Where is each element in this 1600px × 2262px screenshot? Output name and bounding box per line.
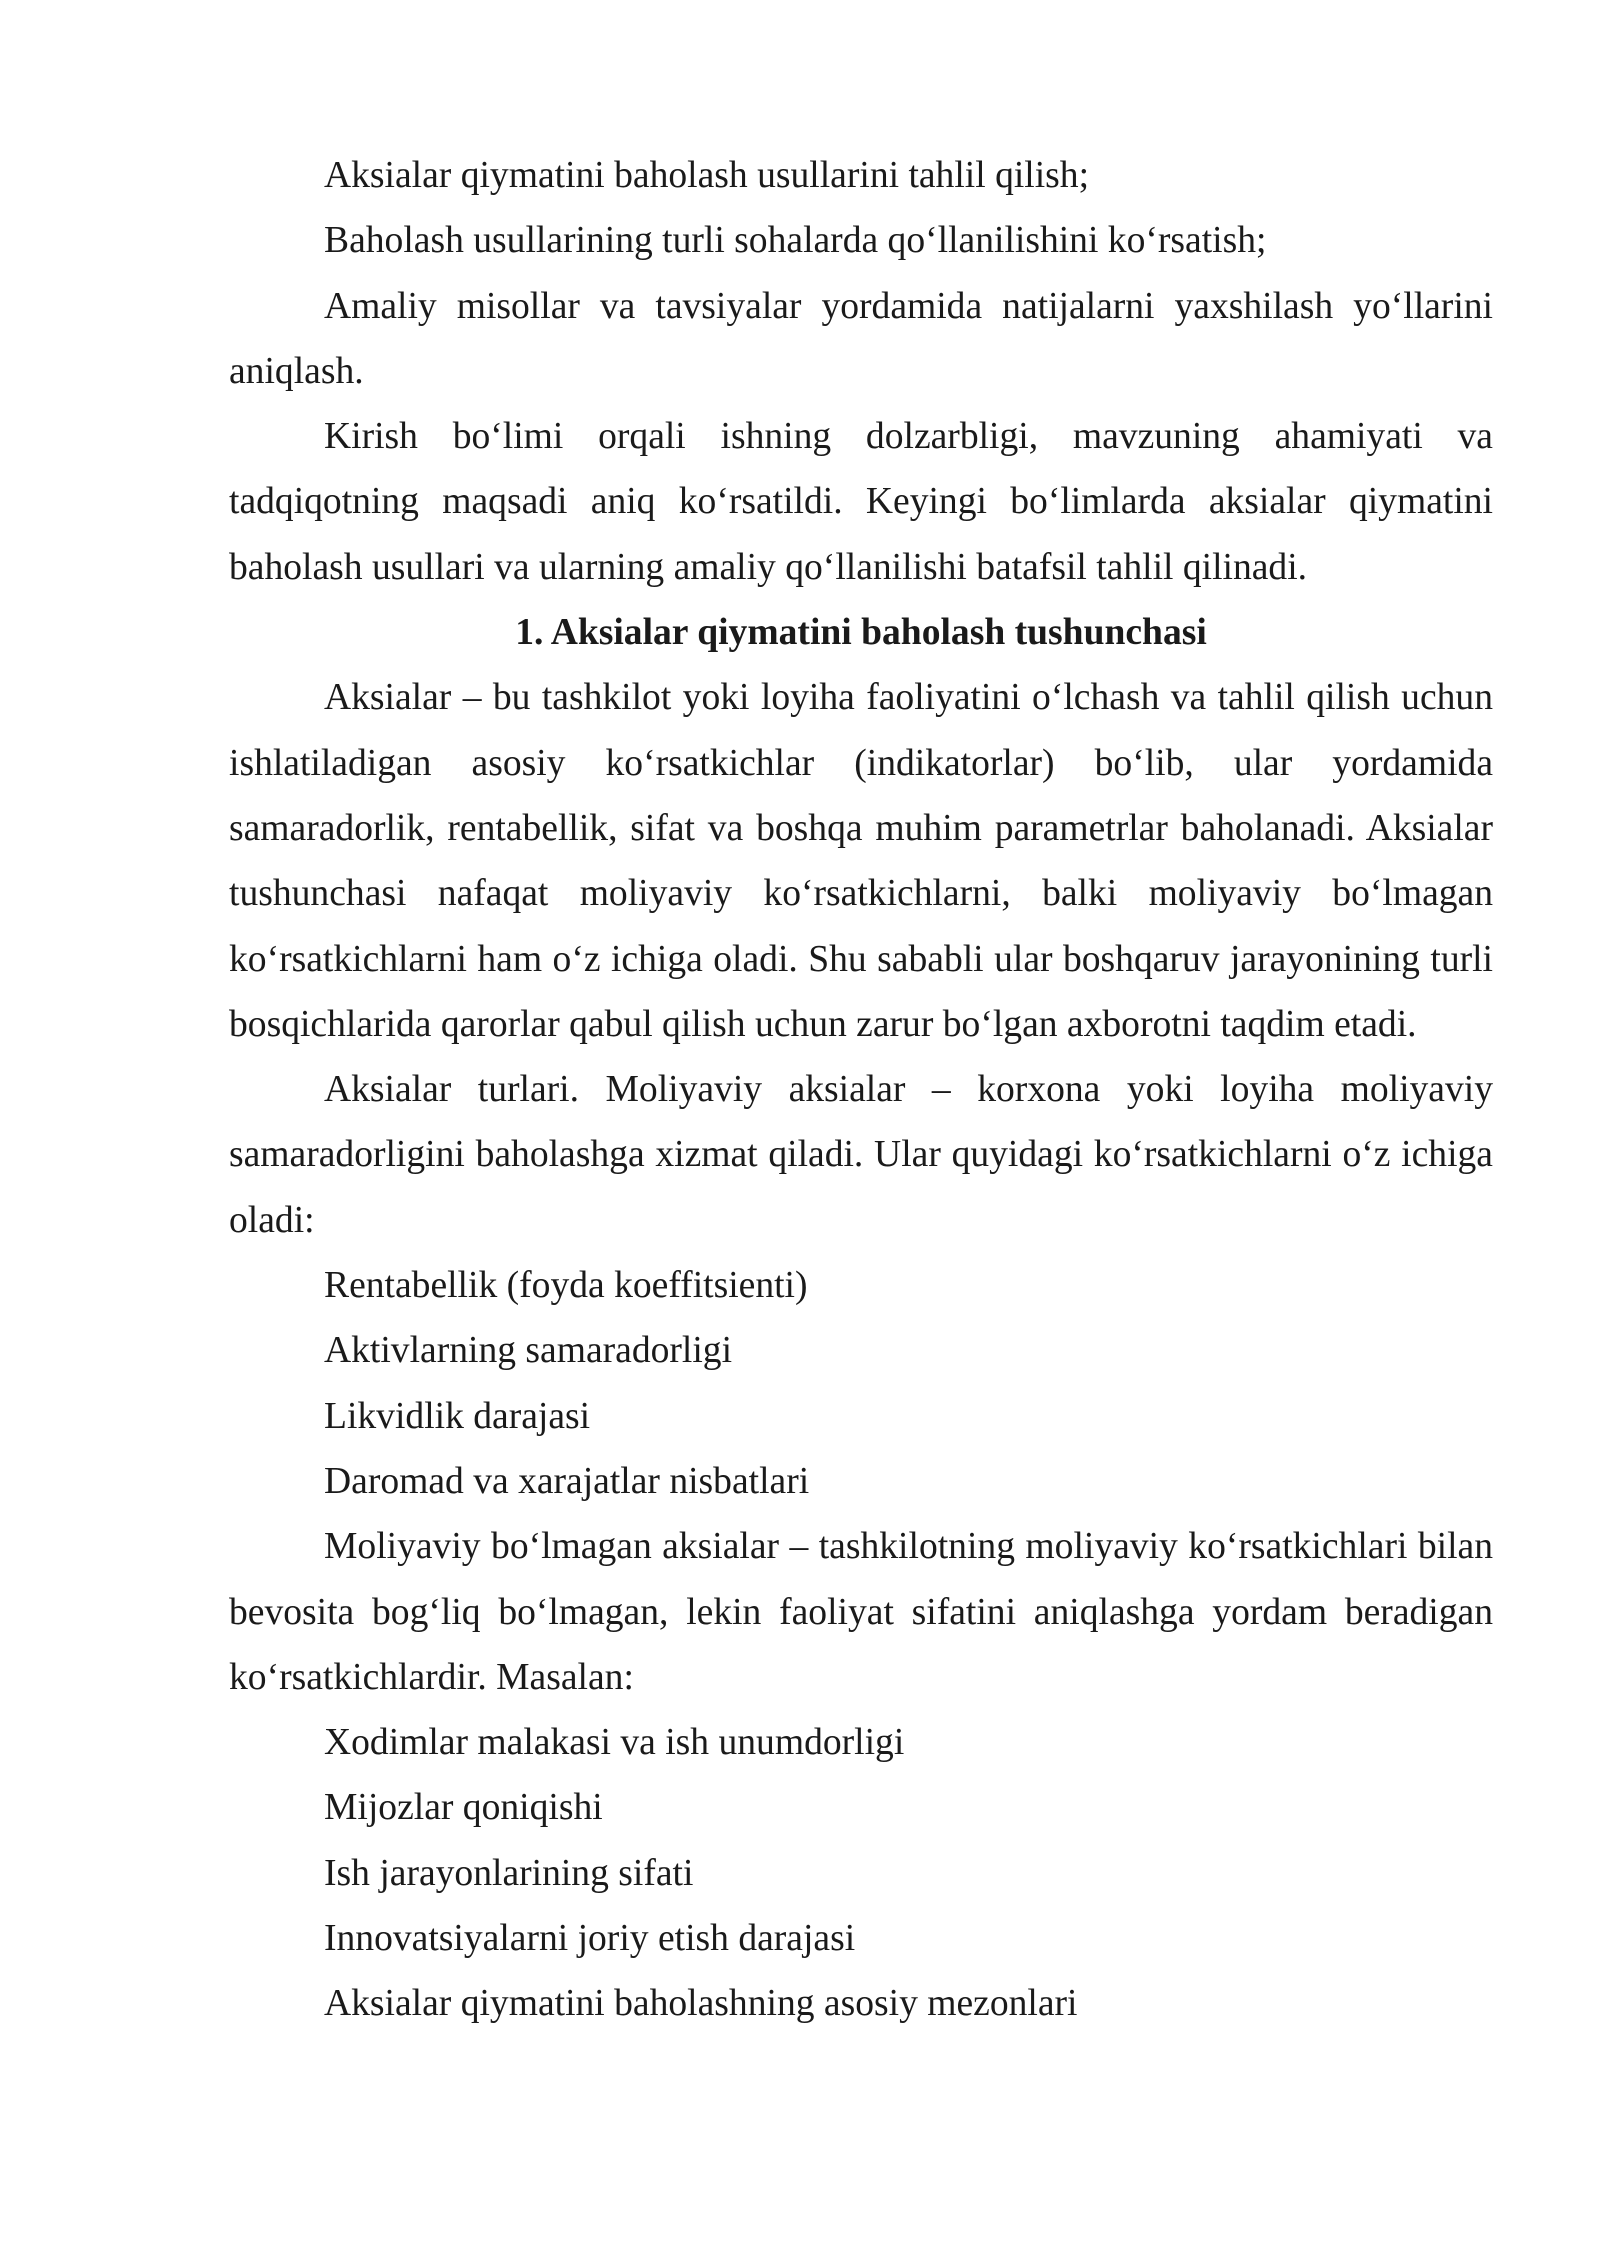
definition-paragraph: Aksialar – bu tashkilot yoki loyiha faoliyatini o‘lchash va tahlil qilish uchun ishlatiladigan asosiy ko‘rsatkichlar (indikatorlar) bo‘lib, ular yordamida samaradorlik, rentabellik, sifat va boshqa muhim parametrlar baholanadi. Aksialar tushunchasi nafaqat moliyaviy ko‘rsatkichlarni, balki moliyaviy bo‘lmagan ko‘rsatkichlarni ham o‘z ichiga oladi. Shu sababli ular boshqaruv jarayonining turli bosqichlarida qarorlar qabul qilish uchun zarur bo‘lgan axborotni taqdim etadi. [229,677,1493,1045]
financial-indicator-item: Aktivlarning samaradorligi [324,1330,733,1372]
criteria-line: Aksialar qiymatini baholashning asosiy mezonlari [324,1983,1078,2025]
financial-indicator-item: Likvidlik darajasi [324,1395,591,1437]
document-page [229,143,1493,2037]
intro-paragraph: Kirish bo‘limi orqali ishning dolzarbligi, mavzuning ahamiyati va tadqiqotning maqsadi aniq ko‘rsatildi. Keyingi bo‘limlarda aksialar qiymatini baholash usullari va ularning amaliy qo‘llanilishi batafsil tahlil qilinadi. [229,416,1493,588]
intro-item: Aksialar qiymatini baholash usullarini tahlil qilish; [324,155,1090,196]
non-financial-example-item: Mijozlar qoniqishi [324,1787,603,1829]
intro-item: Baholash usullarining turli sohalarda qo‘llanilishini ko‘rsatish; [324,220,1267,262]
financial-indicator-item: Daromad va xarajatlar nisbatlari [324,1460,810,1502]
section-heading: 1. Aksialar qiymatini baholash tushunchasi [515,612,1207,654]
types-paragraph: Aksialar turlari. Moliyaviy aksialar – korxona yoki loyiha moliyaviy samaradorligini baholashga xizmat qiladi. Ular quyidagi ko‘rsatkichlarni o‘z ichiga oladi: [229,1069,1493,1241]
non-financial-example-item: Innovatsiyalarni joriy etish darajasi [324,1918,856,1960]
intro-item: Amaliy misollar va tavsiyalar yordamida natijalarni yaxshilash yo‘llarini aniqlash. [229,285,1493,392]
non-financial-example-item: Ish jarayonlarining sifati [324,1852,694,1894]
non-financial-paragraph: Moliyaviy bo‘lmagan aksialar – tashkilotning moliyaviy ko‘rsatkichlari bilan bevosita bog‘liq bo‘lmagan, lekin faoliyat sifatini aniqlashga yordam beradigan ko‘rsatkichlardir. Masalan: [229,1526,1493,1698]
non-financial-example-item: Xodimlar malakasi va ish unumdorligi [324,1722,905,1764]
financial-indicator-item: Rentabellik (foyda koeffitsienti) [324,1265,808,1307]
